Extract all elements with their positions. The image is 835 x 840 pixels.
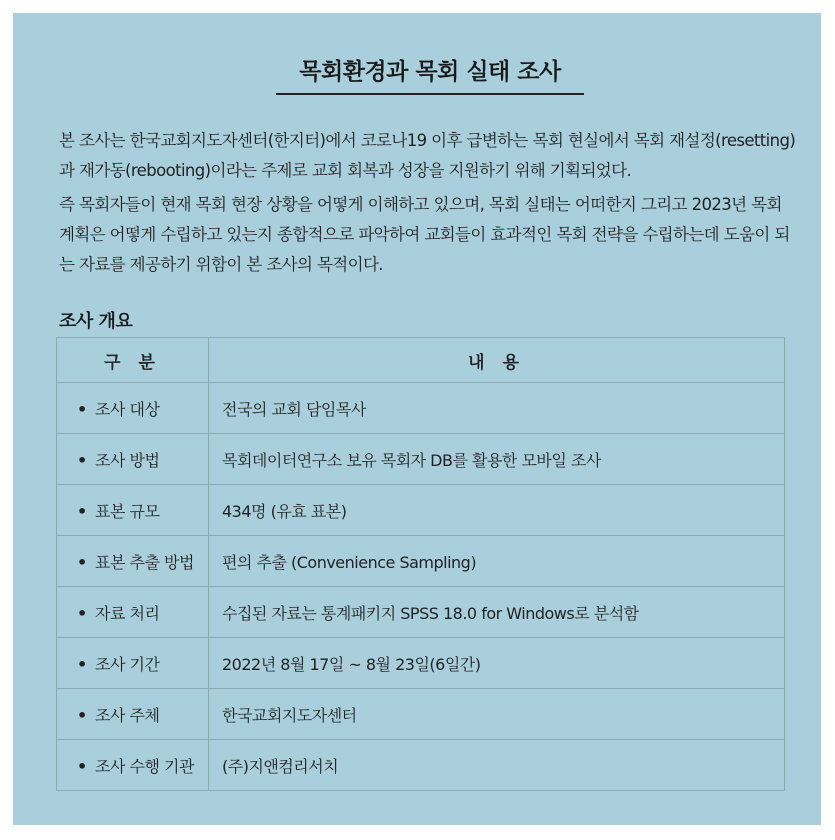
info-panel (13, 13, 821, 825)
row-value: 수집된 자료는 통계패키지 SPSS 18.0 for Windows로 분석함 (209, 587, 785, 638)
header-category: 구 분 (57, 338, 209, 383)
bullet-icon: • (77, 450, 87, 470)
table-row (57, 587, 785, 638)
bullet-icon: • (77, 399, 87, 419)
row-label-cell (57, 587, 209, 638)
title-underline (276, 93, 584, 95)
bullet-icon: • (77, 705, 87, 725)
intro-paragraph-2: 즉 목회자들이 현재 목회 현장 상황을 어떻게 이해하고 있으며, 목회 실태는 어떠한지 그리고 2023년 목회 계획은 어떻게 수립하고 있는지 종합적으로 파악하여 교회들이 효과적인 목회 전략을 수립하는데 도움이 되는 자료를 제공하기 위함이 본 조사의 목적이다. (59, 195, 790, 274)
row-label: 조사 주체 (95, 705, 160, 725)
intro-paragraph-1: 본 조사는 한국교회지도자센터(한지터)에서 코로나19 이후 급변하는 목회 현실에서 목회 재설정(resetting)과 재가동(rebooting)이라는 주제로 교회 회복과 성장을 지원하기 위해 기획되었다. (59, 131, 796, 180)
row-label-cell (57, 689, 209, 740)
row-label-cell (57, 383, 209, 434)
bullet-icon: • (77, 756, 87, 776)
row-label: 조사 방법 (95, 450, 160, 470)
row-value: (주)지앤컴리서치 (209, 740, 785, 791)
row-label-cell (57, 434, 209, 485)
page-title: 목회환경과 목회 실태 조사 (299, 59, 561, 85)
bullet-icon: • (77, 603, 87, 623)
row-value: 전국의 교회 담임목사 (209, 383, 785, 434)
row-value: 2022년 8월 17일 ~ 8월 23일(6일간) (209, 638, 785, 689)
table-row (57, 689, 785, 740)
bullet-icon: • (77, 654, 87, 674)
row-label: 조사 수행 기관 (95, 756, 194, 776)
table-row (57, 485, 785, 536)
row-label: 표본 추출 방법 (95, 552, 194, 572)
row-value: 434명 (유효 표본) (209, 485, 785, 536)
row-value: 목회데이터연구소 보유 목회자 DB를 활용한 모바일 조사 (209, 434, 785, 485)
row-label-cell (57, 485, 209, 536)
row-label: 자료 처리 (95, 603, 160, 623)
intro-text (59, 126, 799, 284)
overview-table (56, 337, 785, 791)
overview-heading: 조사 개요 (59, 311, 133, 332)
table-row (57, 536, 785, 587)
table-row (57, 638, 785, 689)
row-label-cell (57, 536, 209, 587)
row-value: 편의 추출 (Convenience Sampling) (209, 536, 785, 587)
row-label-cell (57, 740, 209, 791)
table-row (57, 740, 785, 791)
table-row (57, 434, 785, 485)
row-label: 조사 기간 (95, 654, 160, 674)
row-value: 한국교회지도자센터 (209, 689, 785, 740)
row-label: 조사 대상 (95, 399, 160, 419)
table-row (57, 383, 785, 434)
row-label: 표본 규모 (95, 501, 160, 521)
bullet-icon: • (77, 501, 87, 521)
table-header-row (57, 338, 785, 383)
bullet-icon: • (77, 552, 87, 572)
row-label-cell (57, 638, 209, 689)
header-content: 내 용 (209, 338, 785, 383)
